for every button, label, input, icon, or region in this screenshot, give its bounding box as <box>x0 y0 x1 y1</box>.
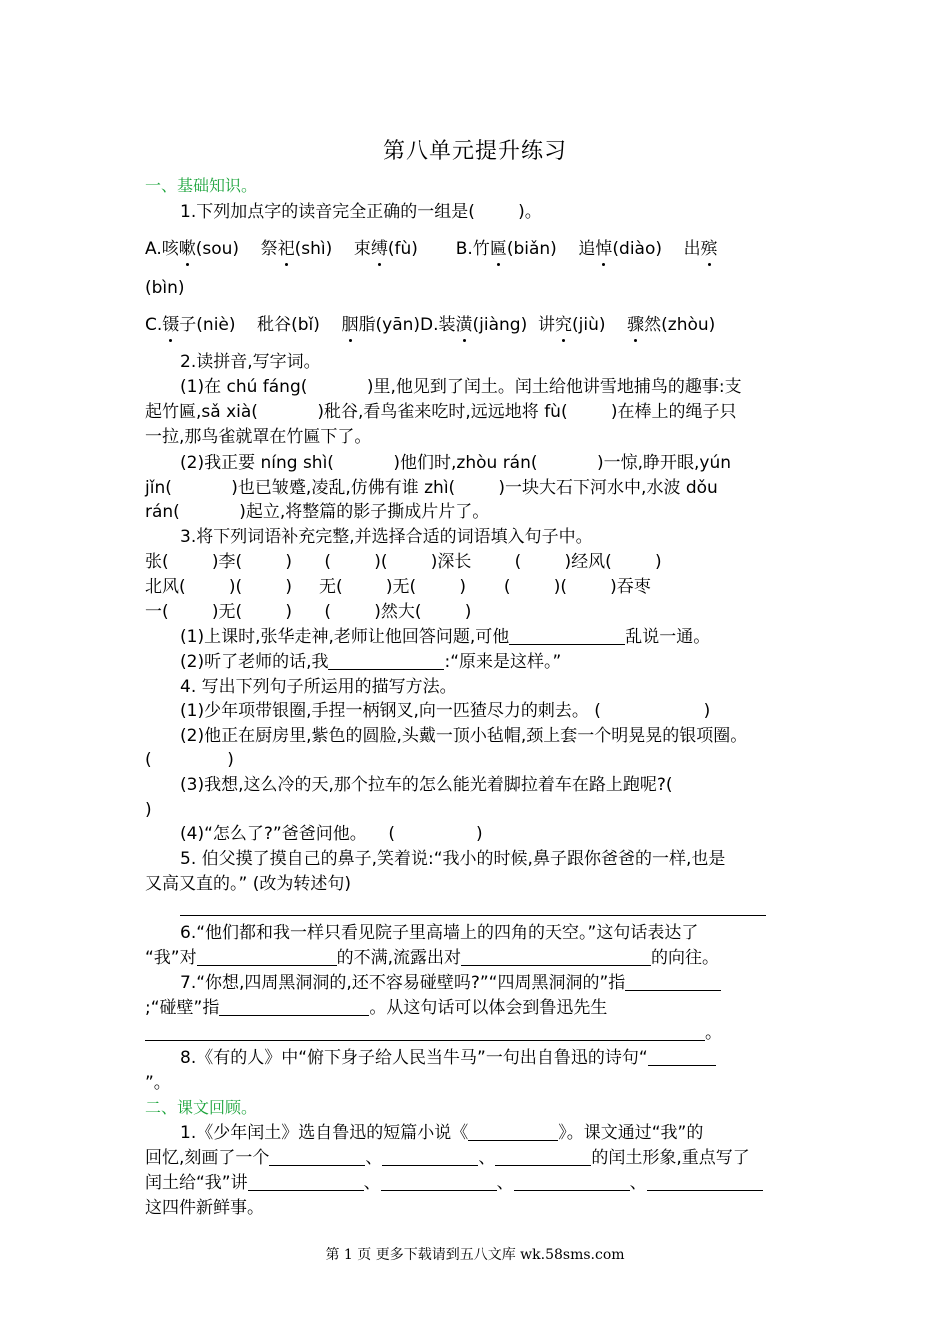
answer-blank[interactable] <box>328 652 444 670</box>
question-4-blank: ) <box>145 800 152 820</box>
question-4-sentence: (4)“怎么了?”爸爸问他。 ( ) <box>180 824 483 844</box>
question-1-options-c-d: C.镊子(niè) 秕谷(bǐ) 胭脂(yān)D.装潢(jiàng) 讲究(jiù) 骤然(zhòu) <box>145 315 716 335</box>
dotted-char: 嗽 <box>178 239 196 259</box>
answer-blank[interactable] <box>219 998 369 1016</box>
question-7-end: 。 <box>145 1021 722 1045</box>
page-footer: 第 1 页 更多下载请到五八文库 wk.58sms.com <box>325 1247 625 1263</box>
question-2: 2.读拼音,写字词。 <box>180 352 321 372</box>
dotted-char: 殡 <box>700 239 718 259</box>
question-6: 6.“他们都和我一样只看见院子里高墙上的四角的天空。”这句话表达了 <box>180 923 699 943</box>
answer-blank[interactable] <box>647 1173 763 1191</box>
question-4-blank: ( ) <box>145 750 234 770</box>
answer-blank[interactable] <box>625 973 721 991</box>
answer-blank[interactable] <box>461 948 651 966</box>
answer-line[interactable] <box>180 915 766 916</box>
answer-blank[interactable] <box>145 1023 705 1041</box>
answer-blank[interactable] <box>382 1148 478 1166</box>
question-1-option-b-cont: (bìn) <box>145 278 185 298</box>
question-2-line: rán( )起立,将整篇的影子撕成片片了。 <box>145 502 490 522</box>
answer-blank[interactable] <box>514 1173 630 1191</box>
answer-blank[interactable] <box>269 1148 365 1166</box>
question-4-sentence: (2)他正在厨房里,紫色的圆脸,头戴一顶小毡帽,颈上套一个明晃晃的银项圈。 <box>180 726 748 746</box>
question-4: 4. 写出下列句子所运用的描写方法。 <box>180 677 457 697</box>
dotted-char: 祀 <box>277 239 295 259</box>
dotted-char: 匾 <box>489 239 507 259</box>
page-title: 第八单元提升练习 <box>382 139 567 164</box>
idiom-row: 北风( )( ) 无( )无( ) ( )( )吞枣 <box>145 577 651 597</box>
idiom-row: 张( )李( ) ( )( )深长 ( )经风( ) <box>145 552 662 572</box>
question-8-end: ”。 <box>145 1073 171 1093</box>
question-4-sentence: (3)我想,这么冷的天,那个拉车的怎么能光着脚拉着车在路上跑呢?( <box>180 775 673 795</box>
review-1: 1.《少年闰土》选自鲁迅的短篇小说《 》。课文通过“我”的 <box>180 1123 704 1143</box>
question-3: 3.将下列词语补充完整,并选择合适的词语填入句子中。 <box>180 527 593 547</box>
dotted-char: 骤 <box>627 315 645 335</box>
review-1-cont: 闰土给“我”讲 、 、 、 <box>145 1171 763 1195</box>
answer-blank[interactable] <box>248 1173 364 1191</box>
review-1-end: 这四件新鲜事。 <box>145 1198 264 1218</box>
answer-blank[interactable] <box>468 1123 558 1141</box>
question-8: 8.《有的人》中“俯下身子给人民当牛马”一句出自鲁迅的诗句“ <box>180 1046 716 1070</box>
question-2-line: (1)在 chú fáng( )里,他见到了闰土。闰土给他讲雪地捕鸟的趣事:支 <box>180 377 742 397</box>
question-3-sentence-2: (2)听了老师的话,我 :“原来是这样。” <box>180 652 562 672</box>
answer-blank[interactable] <box>509 627 625 645</box>
question-1: 1.下列加点字的读音完全正确的一组是( )。 <box>180 202 542 222</box>
dotted-char: 胭 <box>341 315 359 335</box>
review-1-cont: 回忆,刻画了一个 、 、 的闰土形象,重点写了 <box>145 1148 750 1168</box>
question-5-cont: 又高又直的。” (改为转述句) <box>145 874 351 894</box>
question-6-cont: “我”对 的不满,流露出对 的向往。 <box>145 948 720 968</box>
section-heading-review: 二、课文回顾。 <box>145 1098 258 1117</box>
question-2-line: 起竹匾,sǎ xià( )秕谷,看鸟雀来吃时,远远地将 fù( )在棒上的绳子只 <box>145 402 737 422</box>
dotted-char: 悼 <box>595 239 613 259</box>
question-1-options-a-b: A.咳嗽(sou) 祭祀(shì) 束缚(fù) B.竹匾(biǎn) 追悼(diào) 出殡 <box>145 239 718 259</box>
dotted-char: 潢 <box>455 315 473 335</box>
question-2-line: jǐn( )也已皱蹙,凌乱,仿佛有谁 zhì( )一块大石下河水中,水波 dǒu <box>145 478 718 498</box>
question-7-cont: ;“碰壁”指 。从这句话可以体会到鲁迅先生 <box>145 998 608 1018</box>
answer-blank[interactable] <box>197 948 337 966</box>
dotted-char: 镊 <box>162 315 180 335</box>
question-7: 7.“你想,四周黑洞洞的,还不容易碰壁吗?”“四周黑洞洞的”指 <box>180 971 721 995</box>
answer-blank[interactable] <box>381 1173 497 1191</box>
question-5: 5. 伯父摸了摸自己的鼻子,笑着说:“我小的时候,鼻子跟你爸爸的一样,也是 <box>180 849 726 869</box>
question-2-line: (2)我正要 níng shì( )他们时,zhòu rán( )一惊,睁开眼,yún <box>180 453 731 473</box>
section-heading-basics: 一、基础知识。 <box>145 176 258 195</box>
question-4-sentence: (1)少年项带银圈,手捏一柄钢叉,向一匹猹尽力的刺去。 ( ) <box>180 701 711 721</box>
dotted-char: 缚 <box>370 239 388 259</box>
question-2-line: 一拉,那鸟雀就罩在竹匾下了。 <box>145 427 372 447</box>
answer-blank[interactable] <box>648 1048 716 1066</box>
dotted-char: 究 <box>555 315 573 335</box>
idiom-row: 一( )无( ) ( )然大( ) <box>145 602 472 622</box>
question-3-sentence-1: (1)上课时,张华走神,老师让他回答问题,可他 乱说一通。 <box>180 627 711 647</box>
answer-blank[interactable] <box>495 1148 591 1166</box>
